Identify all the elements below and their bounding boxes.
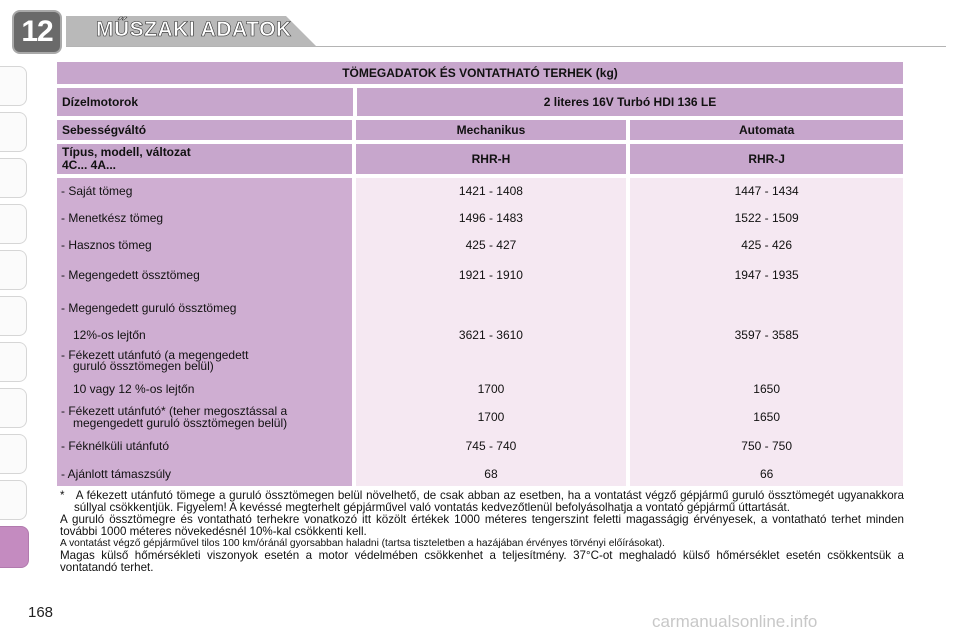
engine-label: Dízelmotorok bbox=[57, 88, 353, 116]
chapter-tab[interactable] bbox=[0, 112, 27, 152]
chapter-tab[interactable] bbox=[0, 158, 27, 198]
value-rhr-h: 1700 bbox=[477, 382, 505, 396]
table-title: TÖMEGADATOK ÉS VONTATHATÓ TERHEK (kg) bbox=[57, 62, 903, 84]
footnote-star bbox=[60, 490, 904, 514]
chapter-tabs bbox=[0, 66, 32, 574]
chapter-tab[interactable] bbox=[0, 480, 27, 520]
value-rhr-j: 1947 - 1935 bbox=[734, 268, 799, 282]
value-rhr-j: 1650 bbox=[753, 382, 780, 396]
engine-value: 2 literes 16V Turbó HDI 136 LE bbox=[357, 88, 903, 116]
row-label: 12%-os lejtőn bbox=[73, 328, 146, 342]
header-divider bbox=[66, 46, 946, 47]
row-label-cont: guruló össztömegen belül) bbox=[73, 359, 214, 373]
table-body bbox=[57, 178, 903, 486]
footnote-marker: * bbox=[60, 489, 65, 502]
engine-row bbox=[57, 88, 903, 116]
page-number: 168 bbox=[28, 604, 54, 621]
watermark: carmanualsonline.info bbox=[652, 612, 818, 631]
row-label: - Ajánlott támaszsúly bbox=[61, 467, 172, 481]
row-label: - Fékezett utánfutó (a megengedett bbox=[61, 348, 249, 362]
gearbox-manual: Mechanikus bbox=[356, 120, 627, 140]
row-label: - Megengedett össztömeg bbox=[61, 268, 200, 282]
value-rhr-h: 745 - 740 bbox=[465, 439, 517, 453]
chapter-tab[interactable] bbox=[0, 388, 27, 428]
row-label: - Menetkész tömeg bbox=[61, 211, 164, 225]
value-rhr-j: 1522 - 1509 bbox=[734, 211, 799, 225]
type-label bbox=[57, 144, 352, 174]
chapter-tab[interactable] bbox=[0, 66, 27, 106]
note-temperature: Magas külső hőmérsékleti viszonyok esetén a motor védelmében csökkenhet a teljesítmény. 37°C-ot meghaladó külső hőmérséklet esetén csökkentsük a vontatandó terhet. bbox=[60, 549, 904, 574]
value-rhr-j: 66 bbox=[759, 467, 774, 481]
type-label-line1: Típus, modell, változat bbox=[62, 145, 191, 159]
gearbox-label: Sebességváltó bbox=[57, 120, 352, 140]
gearbox-row bbox=[57, 120, 903, 140]
value-rhr-h: 68 bbox=[484, 467, 498, 481]
chapter-tab[interactable] bbox=[0, 342, 27, 382]
value-rhr-h: 3621 - 3610 bbox=[458, 328, 523, 342]
weights-table bbox=[57, 62, 903, 486]
note-altitude: A guruló össztömegre és vontatható terhekre vonatkozó itt közölt értékek 1000 méteres tengerszint feletti magasságig érvényesek, a vontatható terhet minden további 1000 méteres növekedésnél 10%-kal csökkenti kell. bbox=[60, 513, 904, 538]
value-rhr-j: 3597 - 3585 bbox=[734, 328, 799, 342]
value-rhr-h: 1700 bbox=[477, 410, 505, 424]
row-label-cont: megengedett guruló össztömegen belül) bbox=[73, 416, 288, 430]
type-col2: RHR-J bbox=[630, 144, 903, 174]
row-label: - Saját tömeg bbox=[61, 184, 133, 198]
value-rhr-h: 1921 - 1910 bbox=[458, 268, 523, 282]
chapter-tab[interactable] bbox=[0, 250, 27, 290]
row-label: 10 vagy 12 %-os lejtőn bbox=[73, 382, 195, 396]
chapter-tab[interactable] bbox=[0, 204, 27, 244]
gearbox-auto: Automata bbox=[630, 120, 903, 140]
type-label-line2: 4C... 4A... bbox=[62, 158, 117, 172]
notes bbox=[60, 490, 904, 574]
note-speed: A vontatást végző gépjárművel tilos 100 km/óránál gyorsabban haladni (tartsa tiszteletben a hazájában érvényes törvényi előírásokat). bbox=[60, 538, 665, 549]
value-rhr-h: 1496 - 1483 bbox=[458, 211, 523, 225]
value-rhr-j: 750 - 750 bbox=[741, 439, 792, 453]
row-label: - Féknélküli utánfutó bbox=[61, 439, 170, 453]
value-rhr-j: 1447 - 1434 bbox=[734, 184, 799, 198]
chapter-tab-active[interactable] bbox=[0, 526, 29, 568]
chapter-tab[interactable] bbox=[0, 434, 27, 474]
row-label: - Fékezett utánfutó* (teher megosztással a bbox=[61, 404, 288, 418]
type-col1: RHR-H bbox=[356, 144, 627, 174]
chapter-tab[interactable] bbox=[0, 296, 27, 336]
value-rhr-j: 425 - 426 bbox=[741, 238, 792, 252]
type-row bbox=[57, 144, 903, 174]
value-rhr-h: 1421 - 1408 bbox=[458, 184, 523, 198]
value-rhr-h: 425 - 427 bbox=[465, 238, 517, 252]
chapter-number-badge: 12 bbox=[14, 12, 60, 52]
row-label: - Megengedett guruló össztömeg bbox=[61, 301, 237, 315]
footnote-text: A fékezett utánfutó tömege a guruló össztömegen belül növelhető, de csak abban az esetben, ha a vontatást végző gépjármű guruló össztömegét ugyanakkora súllyal csökkentjük. Figyelem! A kevéssé megterhelt gépjárművel való vontatás kedvezőtlenül befolyásolhatja a vontató gépjármű úttartását. bbox=[74, 489, 904, 514]
value-rhr-j: 1650 bbox=[753, 410, 780, 424]
row-label: - Hasznos tömeg bbox=[61, 238, 152, 252]
page-title: MŰSZAKI ADATOK bbox=[96, 18, 292, 41]
